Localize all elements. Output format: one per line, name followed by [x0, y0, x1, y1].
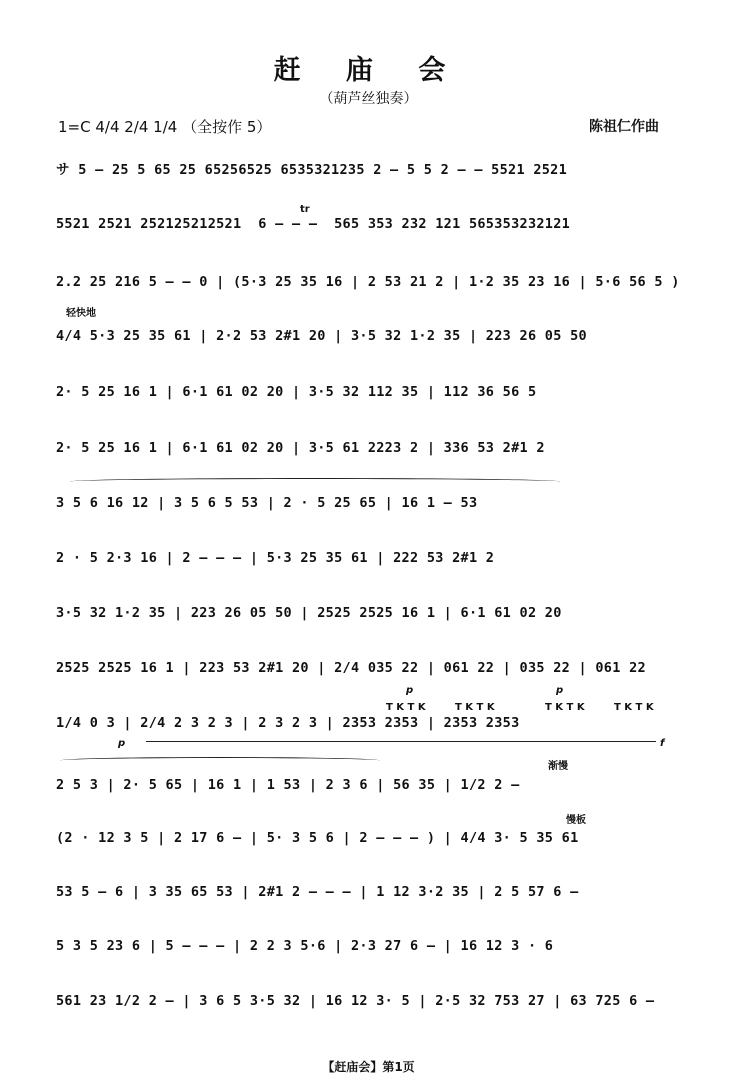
notation-line-15: 5 3 5 23 6 | 5 – – – | 2 2 3 5·6 | 2·3 27 6 – | 16 12 3 · 6	[56, 938, 554, 954]
composer: 陈祖仁作曲	[589, 119, 659, 135]
tonguing-mark-2: T K T K	[455, 702, 495, 713]
notation-line-1: サ 5 – 25 5 65 25 65256525 6535321235 2 – 5 5 2 – – 5521 2521	[56, 162, 568, 178]
crescendo-hairpin	[146, 741, 656, 742]
tempo-mark-gradually-slow: 渐慢	[548, 761, 568, 772]
notation-line-16: 561 23 1/2 2 – | 3 6 5 3·5 32 | 16 12 3· 5 | 2·5 32 753 27 | 63 725 6 –	[56, 993, 655, 1009]
tonguing-mark-4: T K T K	[614, 702, 654, 713]
notation-line-3: 2.2 25 216 5 – – 0 | (5·3 25 35 16 | 2 53 21 2 | 1·2 35 23 16 | 5·6 56 5 )	[56, 274, 680, 290]
notation-line-7: 3 5 6 16 12 | 3 5 6 5 53 | 2 · 5 25 65 | 16 1 – 53	[56, 495, 478, 511]
notation-line-12: 2 5 3 | 2· 5 65 | 16 1 | 1 53 | 2 3 6 | 56 35 | 1/2 2 –	[56, 777, 520, 793]
tempo-mark-light-fast: 轻快地	[66, 308, 96, 319]
notation-line-13: (2 · 12 3 5 | 2 17 6 – | 5· 3 5 6 | 2 – – – ) | 4/4 3· 5 35 61	[56, 830, 579, 846]
notation-line-10: 2525 2525 16 1 | 223 53 2#1 20 | 2/4 035 22 | 061 22 | 035 22 | 061 22	[56, 660, 646, 676]
tempo-mark-slow: 慢板	[566, 815, 586, 826]
phrase-slur-1	[70, 478, 560, 485]
notation-line-8: 2 · 5 2·3 16 | 2 – – – | 5·3 25 35 61 | 222 53 2#1 2	[56, 550, 495, 566]
notation-line-11: 1/4 0 3 | 2/4 2 3 2 3 | 2 3 2 3 | 2353 2353 | 2353 2353	[56, 715, 520, 731]
notation-line-14: 53 5 – 6 | 3 35 65 53 | 2#1 2 – – – | 1 12 3·2 35 | 2 5 57 6 –	[56, 884, 579, 900]
trill-mark: tr	[300, 204, 310, 215]
tonguing-mark-3: T K T K	[545, 702, 585, 713]
notation-line-9: 3·5 32 1·2 35 | 223 26 05 50 | 2525 2525 16 1 | 6·1 61 02 20	[56, 605, 562, 621]
dynamic-f: f	[660, 738, 665, 749]
phrase-slur-2	[60, 757, 380, 764]
key-signature: 1=C 4/4 2/4 1/4 （全按作 5）	[58, 118, 272, 136]
dynamic-p-1: p	[406, 685, 414, 696]
notation-line-2: 5521 2521 252125212521 6 – – – 565 353 232 121 565353232121	[56, 216, 571, 232]
score-title: 赶 庙 会	[273, 55, 464, 86]
dynamic-p-2: p	[556, 685, 564, 696]
notation-line-6: 2· 5 25 16 1 | 6·1 61 02 20 | 3·5 61 2223 2 | 336 53 2#1 2	[56, 440, 545, 456]
notation-line-4: 4/4 5·3 25 35 61 | 2·2 53 2#1 20 | 3·5 32 1·2 35 | 223 26 05 50	[56, 328, 587, 344]
page-footer: 【赶庙会】第1页	[322, 1060, 415, 1074]
score-subtitle: （葫芦丝独奏）	[319, 91, 418, 107]
notation-line-5: 2· 5 25 16 1 | 6·1 61 02 20 | 3·5 32 112 35 | 112 36 56 5	[56, 384, 537, 400]
dynamic-p-3: p	[118, 738, 126, 749]
tonguing-mark-1: T K T K	[386, 702, 426, 713]
